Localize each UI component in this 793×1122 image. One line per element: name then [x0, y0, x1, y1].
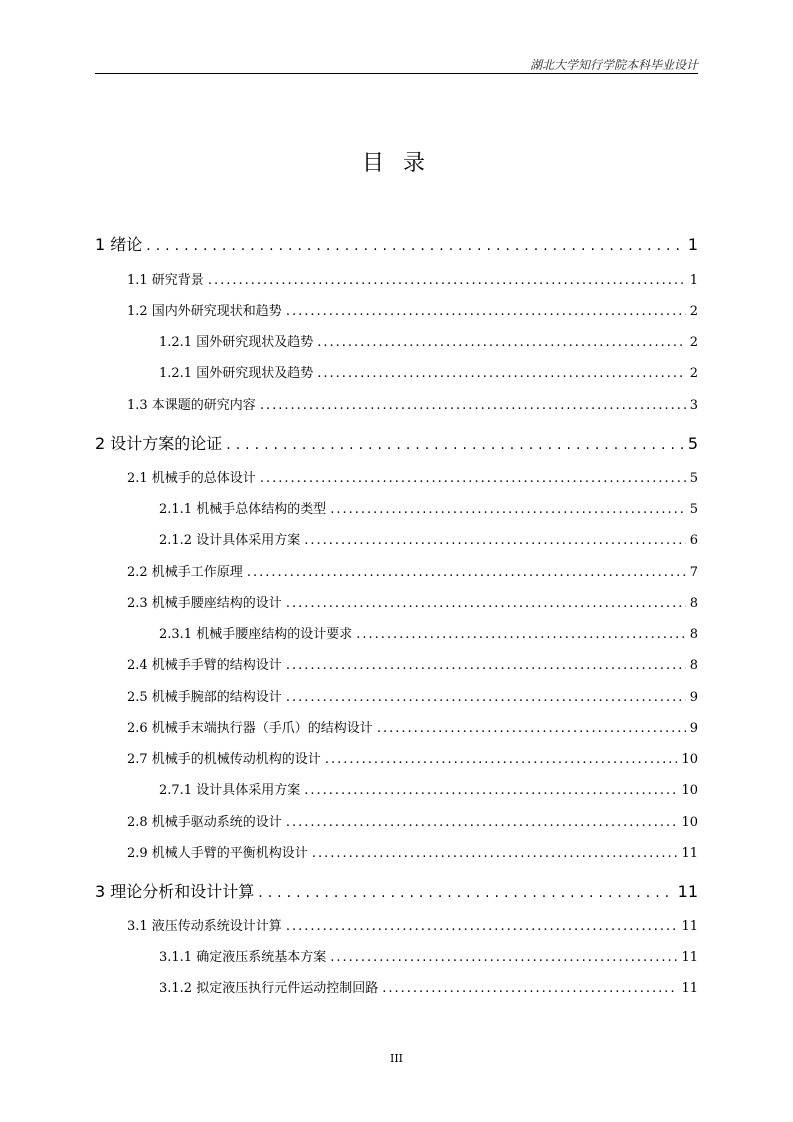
toc-entry-page: 11	[681, 846, 698, 861]
toc-entry[interactable]	[127, 394, 698, 413]
toc-entry-label: 2.7.1 设计具体采用方案	[159, 783, 301, 798]
toc-leader-dots	[286, 919, 678, 934]
toc-leader-dots	[258, 885, 673, 901]
toc-entry[interactable]	[127, 592, 698, 611]
toc-entry-page: 11	[681, 950, 698, 965]
toc-entry-page: 5	[689, 471, 698, 486]
toc-entry[interactable]	[127, 686, 698, 705]
running-header: 湖北大学知行学院本科毕业设计	[529, 58, 698, 72]
toc-leader-dots	[325, 752, 678, 767]
toc-entry-page: 3	[689, 398, 698, 413]
toc-entry-label: 2.3.1 机械手腰座结构的设计要求	[159, 627, 353, 642]
toc-entry-page: 8	[689, 627, 698, 642]
toc-leader-dots	[286, 304, 686, 319]
toc-entry-label: 2.8 机械手驱动系统的设计	[127, 815, 282, 830]
toc-entry[interactable]	[127, 811, 698, 830]
toc-leader-dots	[208, 273, 686, 288]
toc-entry-page: 9	[689, 690, 698, 705]
toc-entry-label: 2.3 机械手腰座结构的设计	[127, 596, 282, 611]
toc-entry-label: 1.2.1 国外研究现状及趋势	[159, 366, 314, 381]
toc-leader-dots	[146, 238, 684, 254]
toc-entry-label: 2.5 机械手腕部的结构设计	[127, 690, 282, 705]
toc-entry-label: 3.1.1 确定液压系统基本方案	[159, 950, 327, 965]
toc-entry-page: 1	[687, 235, 698, 254]
toc-entry-label: 2.2 机械手工作原理	[127, 565, 243, 580]
toc-entry-page: 10	[681, 752, 698, 767]
toc-entry-label: 2.4 机械手手臂的结构设计	[127, 658, 282, 673]
toc-entry[interactable]	[159, 623, 698, 642]
toc-entry-page: 6	[689, 533, 698, 548]
toc-entry-page: 8	[689, 658, 698, 673]
toc-entry-label: 1.2 国内外研究现状和趋势	[127, 304, 282, 319]
toc-leader-dots	[312, 846, 678, 861]
toc-entry[interactable]	[159, 331, 698, 350]
toc-entry-page: 7	[689, 565, 698, 580]
toc-entry-label: 3.1 液压传动系统设计计算	[127, 919, 282, 934]
toc-entry[interactable]	[127, 561, 698, 580]
toc-entry[interactable]	[159, 946, 698, 965]
toc-entry[interactable]	[95, 431, 698, 454]
toc-entry[interactable]	[127, 842, 698, 861]
toc-entry-label: 2.1.1 机械手总体结构的类型	[159, 502, 327, 517]
toc-entry[interactable]	[127, 915, 698, 934]
toc-entry-label: 1.1 研究背景	[127, 273, 204, 288]
toc-entry[interactable]	[127, 654, 698, 673]
toc-title: 目 录	[362, 151, 431, 176]
toc-entry[interactable]	[159, 779, 698, 798]
toc-leader-dots	[377, 721, 686, 736]
toc-leader-dots	[317, 335, 686, 350]
toc-entry-page: 11	[681, 919, 698, 934]
toc-leader-dots	[356, 627, 686, 642]
toc-leader-dots	[247, 565, 686, 580]
toc-entry-label: 2.1 机械手的总体设计	[127, 471, 256, 486]
toc-entry-label: 2.9 机械人手臂的平衡机构设计	[127, 846, 308, 861]
toc-leader-dots	[260, 471, 686, 486]
toc-leader-dots	[317, 366, 686, 381]
toc-leader-dots	[382, 981, 677, 996]
toc-leader-dots	[330, 950, 677, 965]
toc-entry-page: 5	[687, 434, 698, 453]
toc-entry[interactable]	[127, 717, 698, 736]
toc-entry-page: 10	[681, 783, 698, 798]
toc-entry-label: 2.1.2 设计具体采用方案	[159, 533, 301, 548]
toc-entry-page: 2	[689, 304, 698, 319]
toc-entry-label: 1 绪论	[95, 235, 143, 254]
toc-entry-label: 1.2.1 国外研究现状及趋势	[159, 335, 314, 350]
toc-leader-dots	[286, 690, 686, 705]
toc-entry-page: 2	[689, 366, 698, 381]
toc-entry[interactable]	[95, 232, 698, 255]
toc-leader-dots	[330, 502, 686, 517]
toc-entry-label: 2.6 机械手末端执行器（手爪）的结构设计	[127, 721, 373, 736]
toc-entry-page: 5	[689, 502, 698, 517]
toc-entry[interactable]	[159, 362, 698, 381]
toc-leader-dots	[286, 596, 686, 611]
toc-entry-page: 11	[681, 981, 698, 996]
toc-entry-label: 3.1.2 拟定液压执行元件运动控制回路	[159, 981, 379, 996]
toc-entry[interactable]	[127, 300, 698, 319]
toc-leader-dots	[260, 398, 686, 413]
toc-entry-label: 3 理论分析和设计计算	[95, 882, 255, 901]
toc-entry-label: 2.7 机械手的机械传动机构的设计	[127, 752, 321, 767]
toc-entry[interactable]	[127, 748, 698, 767]
toc-entry-label: 1.3 本课题的研究内容	[127, 398, 256, 413]
toc-entry-page: 8	[689, 596, 698, 611]
toc-entry[interactable]	[127, 467, 698, 486]
toc-entry-label: 2 设计方案的论证	[95, 434, 223, 453]
toc-entry[interactable]	[159, 977, 698, 996]
toc-entry[interactable]	[127, 269, 698, 288]
toc-entry-page: 10	[681, 815, 698, 830]
header-rule	[95, 73, 698, 74]
toc-entry[interactable]	[159, 529, 698, 548]
toc-leader-dots	[286, 815, 678, 830]
toc-entry[interactable]	[95, 879, 698, 902]
toc-entry-page: 2	[689, 335, 698, 350]
toc-leader-dots	[286, 658, 686, 673]
toc-entry-page: 9	[689, 721, 698, 736]
toc-entry-page: 1	[689, 273, 698, 288]
toc-entry-page: 11	[677, 882, 698, 901]
toc-entry[interactable]	[159, 498, 698, 517]
toc-leader-dots	[304, 533, 686, 548]
page-number: III	[389, 1052, 404, 1065]
toc-leader-dots	[226, 437, 684, 453]
toc-leader-dots	[304, 783, 677, 798]
